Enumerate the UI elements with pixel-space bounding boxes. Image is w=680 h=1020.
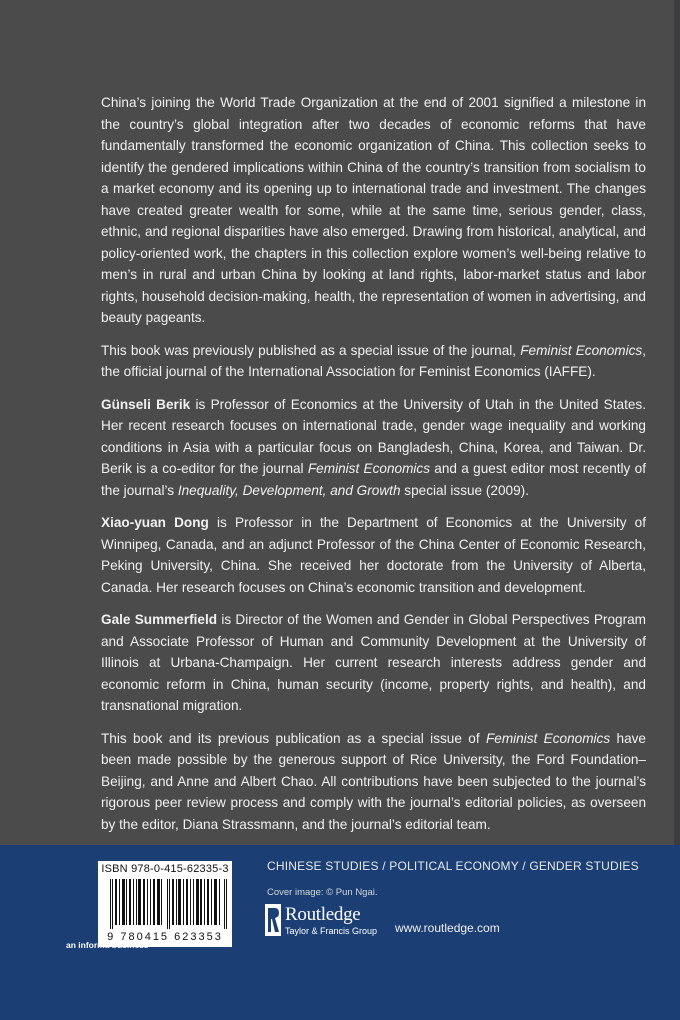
footer-band	[0, 845, 680, 1020]
editor-name: Gale Summerfield	[101, 612, 218, 627]
routledge-icon	[265, 904, 281, 936]
description-paragraph: China’s joining the World Trade Organization at the end of 2001 signified a milestone in the country’s global integration after two decades of economic reforms that have fundamentally transformed the economic organization of China. This collection seeks to identify the gendered implications within China of the country’s transition from socialism to a market economy and its opening up to international trade and investment. The changes have created greater wealth for some, while at the same time, serious gender, class, ethnic, and regional disparities have also emerged. Drawing from historical, analytical, and policy-oriented work, the chapters in this collection explore women’s well-being relative to men’s in rural and urban China by looking at land rights, labor-market status and labor rights, household decision-making, health, the representation of women in advertising, and beauty pageants.	[101, 95, 646, 325]
publisher-website[interactable]: www.routledge.com	[395, 921, 500, 935]
publisher-name: Routledge	[285, 904, 361, 925]
editor-name: Günseli Berik	[101, 396, 191, 412]
barcode	[98, 861, 232, 947]
acknowledgment-paragraph: This book and its previous publication as a special issue of Feminist Economics have been made possible by the generous support of Rice University, the Ford Foundation–Beijing, and Anne and Albert Chao. All contributions have been subjected to the journal’s rigorous peer review process and comply with the journal’s editorial policies, as overseen by the editor, Diana Strassmann, and the journal’s editorial team.	[101, 730, 646, 832]
editor-bio-summerfield: Gale Summerfield is Director of the Women and Gender in Global Perspectives Program and Associate Professor of Human and Community Development at the University of Illinois at Urbana-Champaign. Her current research interests address gender and economic reform in China, human security (income, property rights, and health), and transnational migration.	[101, 612, 646, 713]
back-cover-text	[101, 92, 646, 846]
barcode-digits: 9 780415 623353	[107, 931, 223, 943]
previous-publication-paragraph: This book was previously published as a special issue of the journal, Feminist Economics, the official journal of the International Association for Feminist Economics (IAFFE).	[101, 342, 647, 379]
editor-bio-berik: Günseli Berik is Professor of Economics at the University of Utah in the United States. Her recent research focuses on international trade, gender wage inequality and working conditions in Asia with a particular focus on Bangladesh, China, Korea, and Taiwan. Dr. Berik is a co-editor for the journal Feminist Economics and a guest editor most recently of the journal’s Inequality, Development, and Growth special issue (2009).	[101, 396, 646, 498]
editor-name: Xiao-yuan Dong	[101, 515, 209, 530]
editor-bio-dong: Xiao-yuan Dong is Professor in the Department of Economics at the University of Winnipeg, Canada, and an adjunct Professor of the China Center of Economic Research, Peking University, China. She received her doctorate from the University of Alberta, Canada. Her research focuses on China’s economic transition and development.	[101, 515, 646, 595]
subject-categories: CHINESE STUDIES / POLITICAL ECONOMY / GENDER STUDIES	[267, 859, 639, 873]
informa-tagline: an informa business	[66, 940, 149, 950]
publisher-logo	[265, 904, 395, 938]
publisher-group: Taylor & Francis Group	[285, 926, 378, 936]
barcode-bars	[110, 879, 228, 929]
isbn-label: ISBN 978-0-415-62335-3	[101, 863, 229, 875]
cover-edge	[674, 0, 680, 845]
cover-credit: Cover image: © Pun Ngai.	[267, 887, 378, 898]
